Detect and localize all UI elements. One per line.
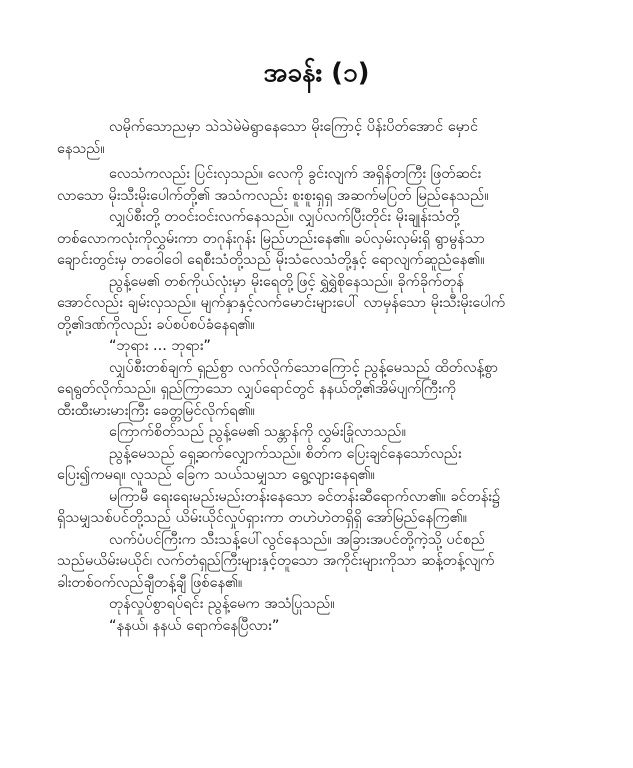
chapter-title: အခန်း (၁) xyxy=(263,58,370,88)
text-line: ညွန့်မေ၏ တစ်ကိုယ်လုံးမှာ မိုးရေတို့ဖြင့် ရွှဲရွှဲစိုနေသည်။ ခိုက်ခိုက်တုန် xyxy=(109,273,464,290)
text-line: ရေရွတ်လိုက်သည်။ ရှည်ကြာသော လျှပ်ရောင်တွင် နနယ်တို့၏အိမ်ပျက်ကြီးကို xyxy=(57,381,456,397)
text-line: တို့၏ဒဏ်ကိုလည်း ခပ်စပ်စပ်ခံနေရ၏။ xyxy=(57,316,255,333)
text-line: ကြောက်စိတ်သည် ညွန့်မေ၏ သန္တာန်ကို လွှမ်းခြုံလာသည်။ xyxy=(109,424,406,440)
text-line: နေသည်။ xyxy=(57,140,105,157)
text-line: ထီးထီးမားမားကြီး ခေတ္တမြင်လိုက်ရ၏။ xyxy=(57,402,255,419)
text-line: သည်မယိမ်းမယိုင်၊ လက်တံရှည်ကြီးများနှင့်တူသော အကိုင်းများကိုသာ ဆန့်တန့်လျက် xyxy=(57,553,495,569)
text-line: မကြာမီ ရေးရေးမည်းမည်းတန်းနေသော ခင်တန်းဆီရောက်လာ၏။ ခင်တန်း၌ xyxy=(109,488,500,505)
chapter-body xyxy=(57,117,612,637)
text-line: လျှပ်စီးတို့ တဝင်းဝင်းလက်နေသည်။ လျှပ်လက်ပြီးတိုင်း မိုးချုန်းသံတို့ xyxy=(109,209,460,225)
dialogue-line: “နနယ်၊ နနယ် ရောက်နေပြီလား” xyxy=(109,617,280,634)
text-line: တစ်လောကလုံးကိုလွှမ်းကာ တဂုန်းဂုန်း မြည်ဟည်းနေ၏။ ခပ်လှမ်းလှမ်းရှိ ရွာမွန်သာ xyxy=(57,230,485,247)
text-line: အောင်လည်း ချမ်းလှသည်။ မျက်နှာနှင့်လက်မောင်းများပေါ် လာမှန်သော မိုးသီးမိုးပေါက် xyxy=(57,295,506,311)
text-line: ခါးတစ်ဝက်လည်ချီတန့်ချီ ဖြစ်နေ၏။ xyxy=(57,574,243,591)
dialogue-line: “ဘုရား ... ဘုရား” xyxy=(109,338,211,354)
text-line: လမိုက်သောညမှာ သဲသဲမဲမဲရွာနေသော မိုးကြောင့် ပိန်းပိတ်အောင် မှောင် xyxy=(109,119,478,135)
text-line: လျှပ်စီးတစ်ချက် ရှည်စွာ လက်လိုက်သောကြောင့် ညွန့်မေသည် ထိတ်လန့်စွာ xyxy=(109,359,499,376)
text-line: လေသံကလည်း ပြင်းလှသည်။ လေကို ခွင်းလျက် အရှိန်တကြီး ဖြတ်ဆင်း xyxy=(109,166,482,182)
text-line: ညွန့်မေသည် ရှေ့ဆက်လျှောက်သည်။ စိတ်က ပြေးချင်နေသော်လည်း xyxy=(109,445,462,462)
text-line: လာသော မိုးသီးမိုးပေါက်တို့၏ အသံကလည်း စူးစူးရှရှ အဆက်မပြတ် မြည်နေသည်။ xyxy=(57,187,489,204)
text-line: ရှိသမျှသစ်ပင်တို့သည် ယိမ်းယိုင်လှုပ်ရှားကာ တဟဲဟဲတရှိရှိ အော်မြည်နေကြ၏။ xyxy=(57,510,467,526)
text-line: ချောင်းတွင်းမှ တဝေါဝေါ ရေစီးသံတို့သည် မိုးသံလေသံတို့နှင့် ရောလျက်ဆူညံနေ၏။ xyxy=(57,252,485,268)
text-line: တုန်လှုပ်စွာရပ်ရင်း ညွန့်မေက အသံပြုသည်။ xyxy=(109,596,335,612)
text-line: လက်ပံပင်ကြီးက သီးသန့်ပေါ်လွင်နေသည်။ အခြားအပင်တို့ကဲ့သို့ ပင်စည် xyxy=(109,531,486,548)
text-line: ပြေး၍ကမရ။ လူသည် ခြေက သယ်သမျှသာ ရွေ့လျားနေရ၏။ xyxy=(57,467,375,483)
